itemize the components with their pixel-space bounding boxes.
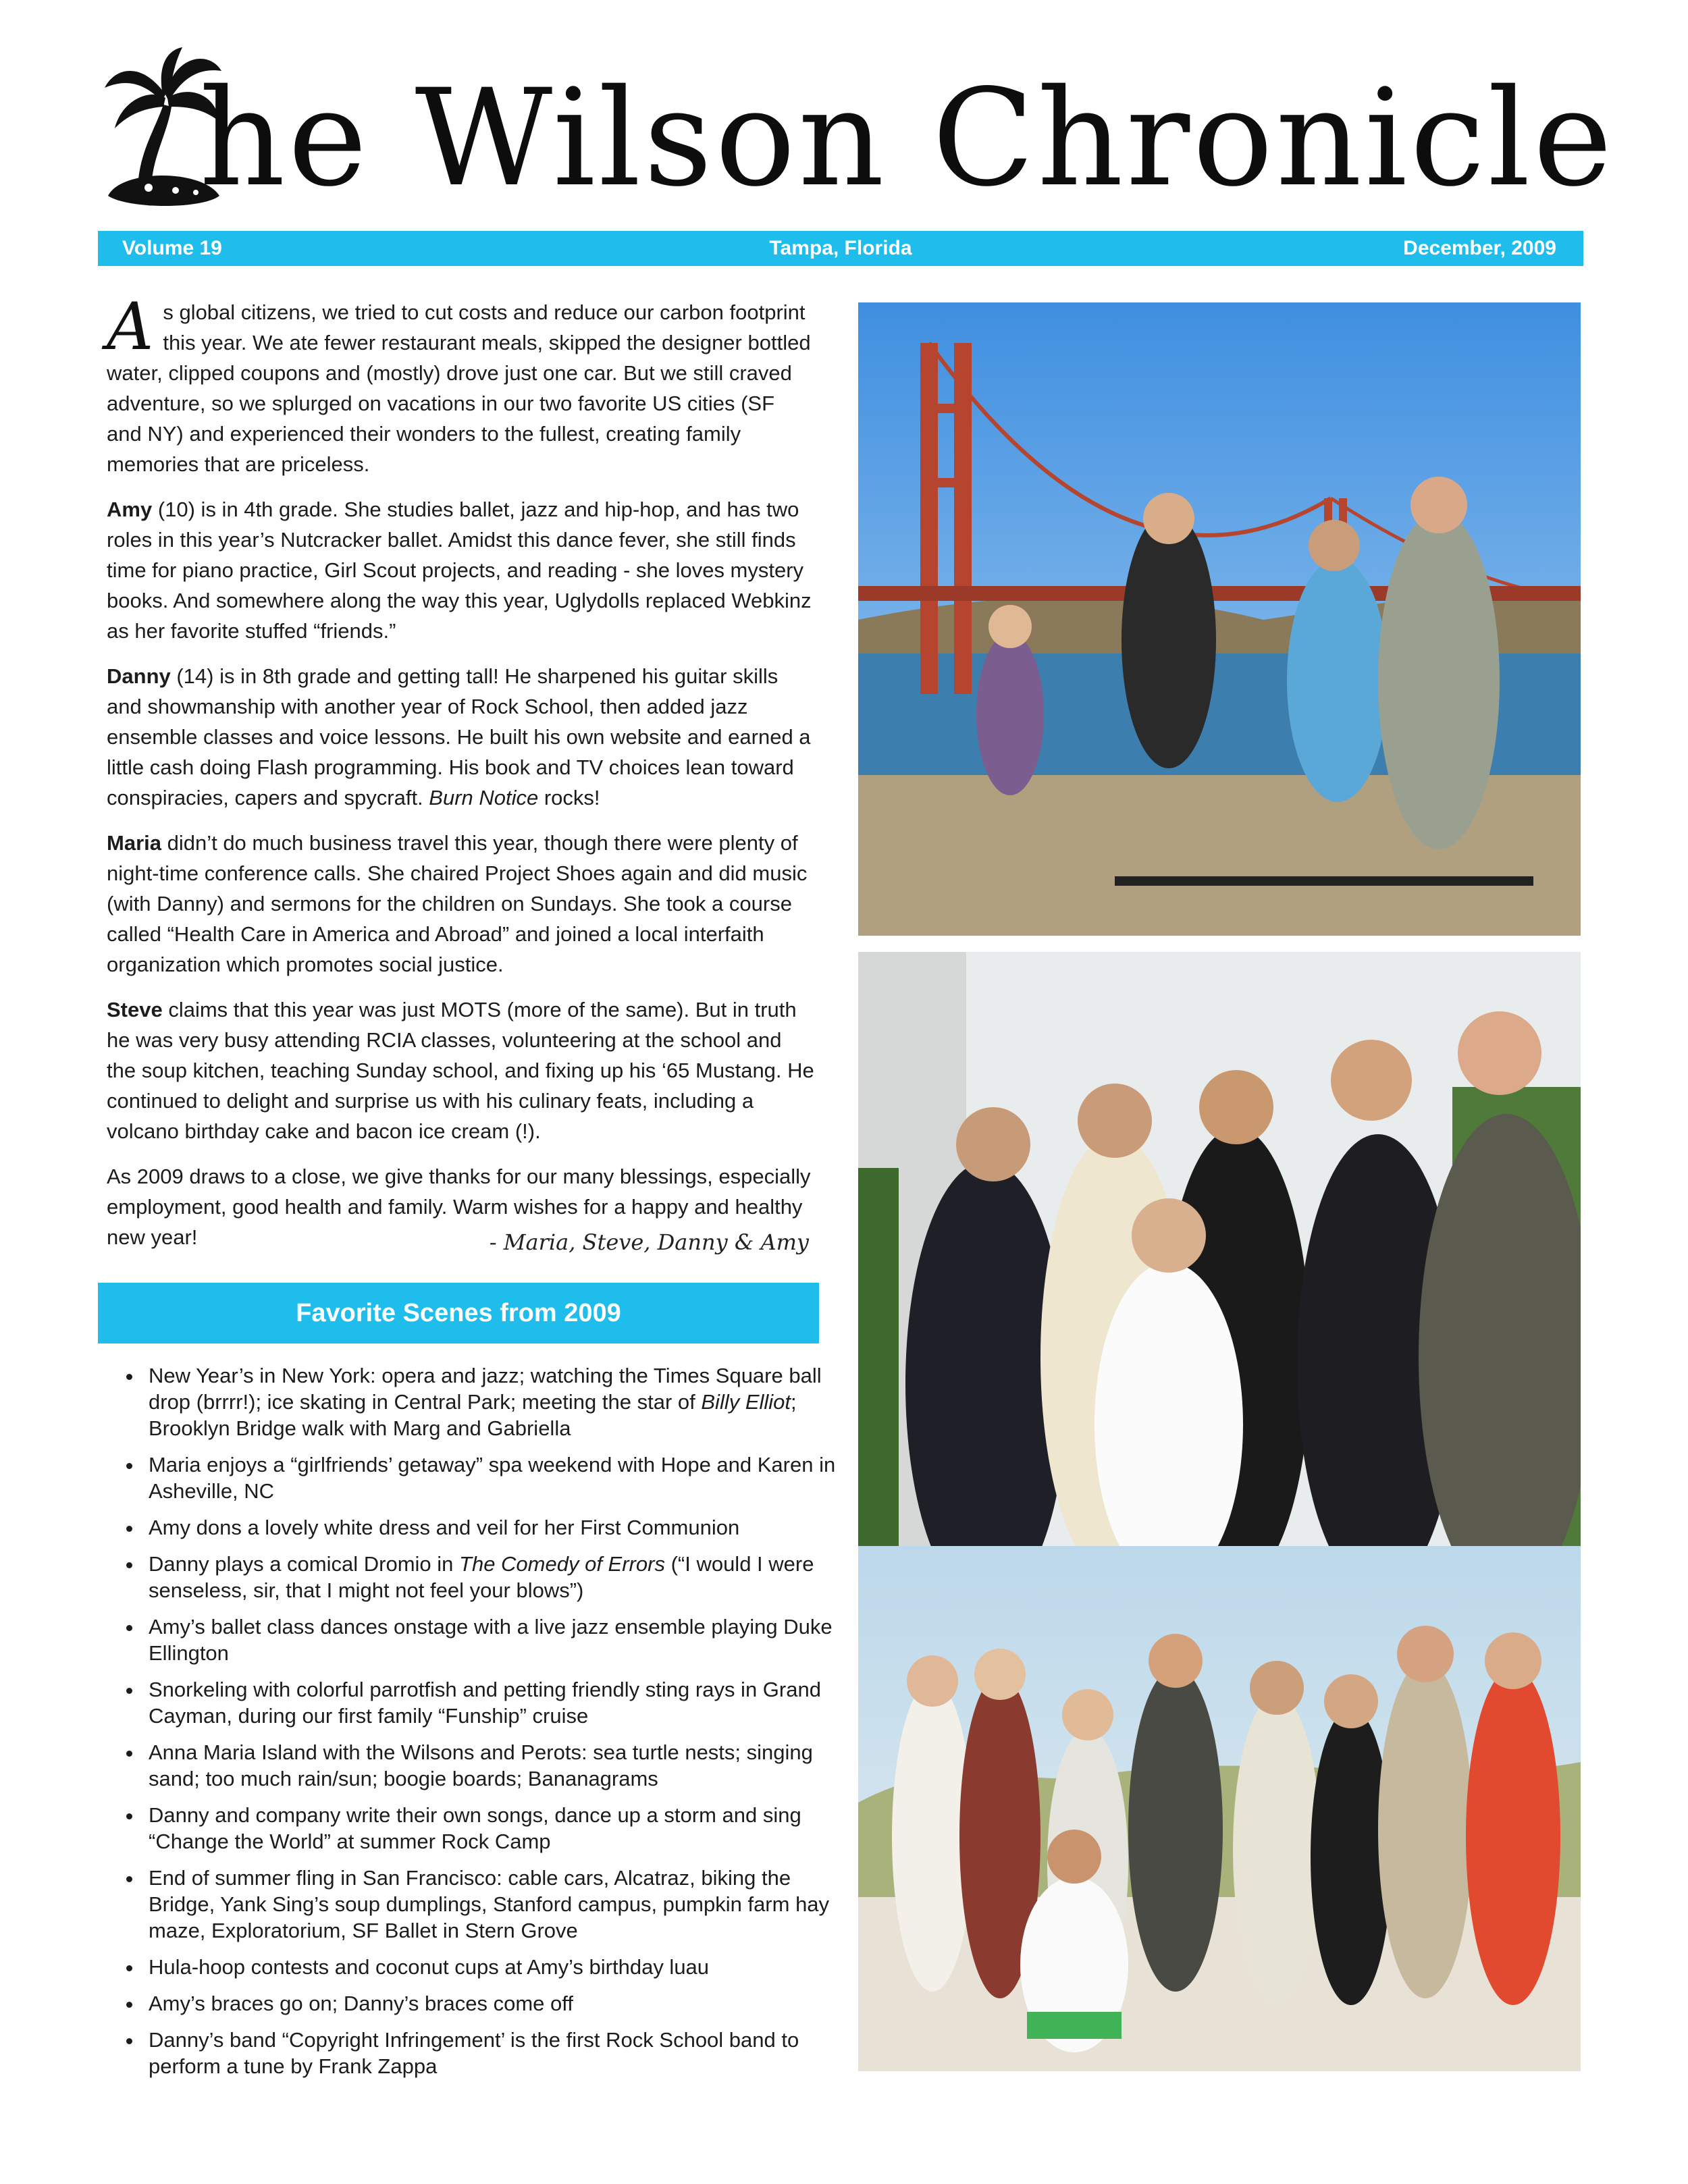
amy-paragraph [107,494,814,646]
list-item: • Amy dons a lovely white dress and veil for her First Communion [143,1514,845,1541]
list-item: • Danny and company write their own songs, dance up a storm and sing “Change the World” at summer Rock Camp [143,1802,845,1855]
newsletter-title: he Wilson Chronicle [199,60,1615,216]
photo-golden-gate-bike-trip [858,302,1581,936]
steve-name: Steve [107,998,163,1021]
list-item: • New Year’s in New York: opera and jazz; watching the Times Square ball drop (brrrr!); ice skating in Central Park; meeting the star of Billy Elliot; Brooklyn Bridge walk with Marg and Gabriella [143,1362,845,1441]
favorites-list [115,1362,845,2089]
drop-cap: A [107,289,154,365]
maria-name: Maria [107,831,161,855]
list-item: • Danny plays a comical Dromio in The Comedy of Errors (“I would I were senseless, sir, that I might not feel your blows”) [143,1551,845,1603]
location-label: Tampa, Florida [769,237,912,259]
list-item: • Danny’s band “Copyright Infringement’ is the first Rock School band to perform a tune by Frank Zappa [143,2027,845,2079]
intro-text: s global citizens, we tried to cut costs and reduce our carbon footprint this year. We ate fewer restaurant meals, skipped the designer bottled water, clipped coupons and (mostly) drove just one car. But we still craved adventure, so we splurged on vacations in our two favorite US cities (SF and NY) and experienced their wonders to the fullest, creating family memories that are priceless. [107,300,811,476]
list-item: • Amy’s ballet class dances onstage with a live jazz ensemble playing Duke Ellington [143,1614,845,1666]
steve-text: claims that this year was just MOTS (more of the same). But in truth he was very busy attending RCIA classes, volunteering at the school and the soup kitchen, teaching Sunday school, and fixing up his ‘65 Mustang. He continued to delight and surprise us with his culinary feats, including a volcano birthday cake and bacon ice cream (!). [107,998,814,1143]
danny-text: (14) is in 8th grade and getting tall! He sharpened his guitar skills and showmanship with another year of Rock School, then added jazz ensemble classes and voice lessons. He built his own website and earned a little cash doing Flash programming. His book and TV choices lean toward conspiracies, capers and spycraft. [107,664,811,809]
list-item: • Maria enjoys a “girlfriends’ getaway” spa weekend with Hope and Karen in Asheville, NC [143,1451,845,1504]
amy-name: Amy [107,498,153,521]
signature: - Maria, Steve, Danny & Amy [489,1229,809,1255]
maria-paragraph [107,828,814,980]
danny-name: Danny [107,664,171,688]
danny-show: Burn Notice [429,786,539,809]
photo-first-communion-family [858,952,1581,1546]
list-item: • End of summer fling in San Francisco: cable cars, Alcatraz, biking the Bridge, Yank Sing’s soup dumplings, Stanford campus, pumpkin farm hay maze, Exploratorium, SF Ballet in Stern Grove [143,1865,845,1944]
article-body [107,289,814,1267]
amy-text: (10) is in 4th grade. She studies ballet, jazz and hip-hop, and has two roles in this year’s Nutcracker ballet. Amidst this dance fever, she still finds time for piano practice, Girl Scout projects, and reading - she loves mystery books. And somewhere along the way this year, Uglydolls replaced Webkinz as her favorite stuffed “friends.” [107,498,812,643]
closing-paragraph [107,1161,814,1255]
list-item: • Anna Maria Island with the Wilsons and Perots: sea turtle nests; singing sand; too much rain/sun; boogie boards; Bananagrams [143,1739,845,1792]
favorites-heading: Favorite Scenes from 2009 [98,1283,819,1343]
steve-paragraph [107,994,814,1146]
info-band [98,231,1583,266]
list-item: • Hula-hoop contests and coconut cups at Amy’s birthday luau [143,1954,845,1980]
date-label: December, 2009 [1403,237,1556,259]
masthead [101,41,1615,223]
list-item: • Snorkeling with colorful parrotfish and petting friendly sting rays in Grand Cayman, during our first family “Funship” cruise [143,1676,845,1729]
maria-text: didn’t do much business travel this year, though there were plenty of night-time conference calls. She chaired Project Shoes again and did music (with Danny) and sermons for the children on Sundays. She took a course called “Health Care in America and Abroad” and joined a local interfaith organization which promotes social justice. [107,831,808,976]
volume-label: Volume 19 [122,237,222,259]
list-item: • Amy’s braces go on; Danny’s braces come off [143,1990,845,2017]
intro-paragraph [107,289,814,479]
photo-anna-maria-island-beach-group [858,1546,1581,2071]
danny-end: rocks! [538,786,600,809]
danny-paragraph [107,661,814,813]
closing-text: As 2009 draws to a close, we give thanks for our many blessings, especially employment, good health and family. Warm wishes for a happy and healthy new year! [107,1165,811,1249]
